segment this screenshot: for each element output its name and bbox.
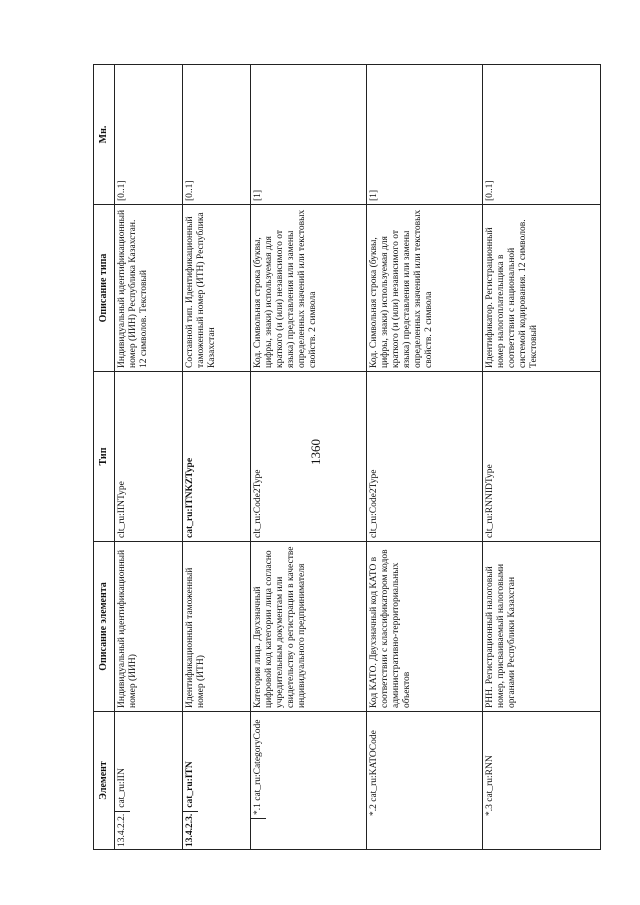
element-number: 13.4.2.2. xyxy=(115,811,130,849)
element-name-with-number xyxy=(367,727,382,819)
type-description: Составной тип. Идентификационный таможенный номер (ИТН) Республика Казахстан xyxy=(183,205,251,372)
type-cell: cat_ru:ITNKZType xyxy=(183,372,251,542)
type-description: Идентификатор. Регистрационный номер налогоплательщика в соответствии с национальной системой кодирования. 12 символов. Текстовый xyxy=(483,205,601,372)
table-row xyxy=(115,65,183,850)
multiplicity-cell: [1] xyxy=(251,65,367,205)
element-name: cat_ru:RNN xyxy=(485,755,495,802)
element-number: 13.4.2.3. xyxy=(183,811,198,849)
element-description: Индивидуальный идентификационный номер (ИИН) xyxy=(115,542,183,712)
element-name: cat_ru:CategoryCode xyxy=(253,719,263,801)
page-number: 1360 xyxy=(308,439,323,465)
type-cell: clt_ru:Code2Type xyxy=(251,372,367,542)
element-cell xyxy=(367,712,483,850)
multiplicity-cell: [0..1] xyxy=(483,65,601,205)
element-table xyxy=(93,64,601,850)
type-cell: clt_ru:IINType xyxy=(115,372,183,542)
element-name: cat_ru:ITN xyxy=(185,761,195,808)
element-name-with-number xyxy=(251,716,266,818)
header-element-description: Описание элемента xyxy=(94,542,115,712)
element-name: cat_ru:IIN xyxy=(117,768,127,808)
element-number: *.3 xyxy=(485,804,495,816)
element-name: cat_ru:KATOCode xyxy=(369,730,379,802)
element-cell xyxy=(115,712,183,850)
table-row xyxy=(251,65,367,850)
multiplicity-cell: [0..1] xyxy=(115,65,183,205)
table-row xyxy=(483,65,601,850)
type-description: Код. Символьная строка (буквы, цифры, знаки) используемая для краткого (и (или) независимого от языка) представления или замены определенных значений или текстовых свойств. 2 символа xyxy=(251,205,367,372)
element-description: Категория лица. Двухзначный цифровой код категории лица согласно учредительным документам или свидетельству о регистрации в качестве индивидуального предпринимателя xyxy=(251,542,367,712)
element-number: *.1 xyxy=(253,803,263,815)
table-header-row xyxy=(94,65,115,850)
header-type-description: Описание типа xyxy=(94,205,115,372)
type-cell: clt_ru:RNNIDType xyxy=(483,372,601,542)
table-row xyxy=(183,65,251,850)
element-cell xyxy=(251,712,367,850)
multiplicity-cell: [0..1] xyxy=(183,65,251,205)
element-cell xyxy=(183,712,251,850)
table-row xyxy=(367,65,483,850)
type-description: Код. Символьная строка (буквы, цифры, знаки) используемая для краткого (и (или) независимого от языка) представления или замены определенных значений или текстовых свойств. 2 символа xyxy=(367,205,483,372)
element-number: *.2 xyxy=(369,804,379,816)
header-element: Элемент xyxy=(94,712,115,850)
multiplicity-cell: [1] xyxy=(367,65,483,205)
type-cell: clt_ru:Code2Type xyxy=(367,372,483,542)
element-description: Код КАТО. Двухзначный код КАТО в соответствии с классификатором кодов административно-территориальных объектов xyxy=(367,542,483,712)
element-cell xyxy=(483,712,601,850)
header-type: Тип xyxy=(94,372,115,542)
element-description: РНН. Регистрационный налоговый номер, присваиваемый налоговыми органами Республики Казахстан xyxy=(483,542,601,712)
type-description: Индивидуальный идентификационный номер (ИИН) Республика Казахстан. 12 символов. Текстовый xyxy=(115,205,183,372)
indent-spacer xyxy=(367,819,382,849)
header-multiplicity: Мн. xyxy=(94,65,115,205)
rotated-table-container xyxy=(93,65,618,850)
indent-spacer xyxy=(483,819,498,849)
indent-spacer xyxy=(251,818,266,849)
element-description: Идентификационный таможенный номер (ИТН) xyxy=(183,542,251,712)
element-name-with-number xyxy=(483,752,498,819)
